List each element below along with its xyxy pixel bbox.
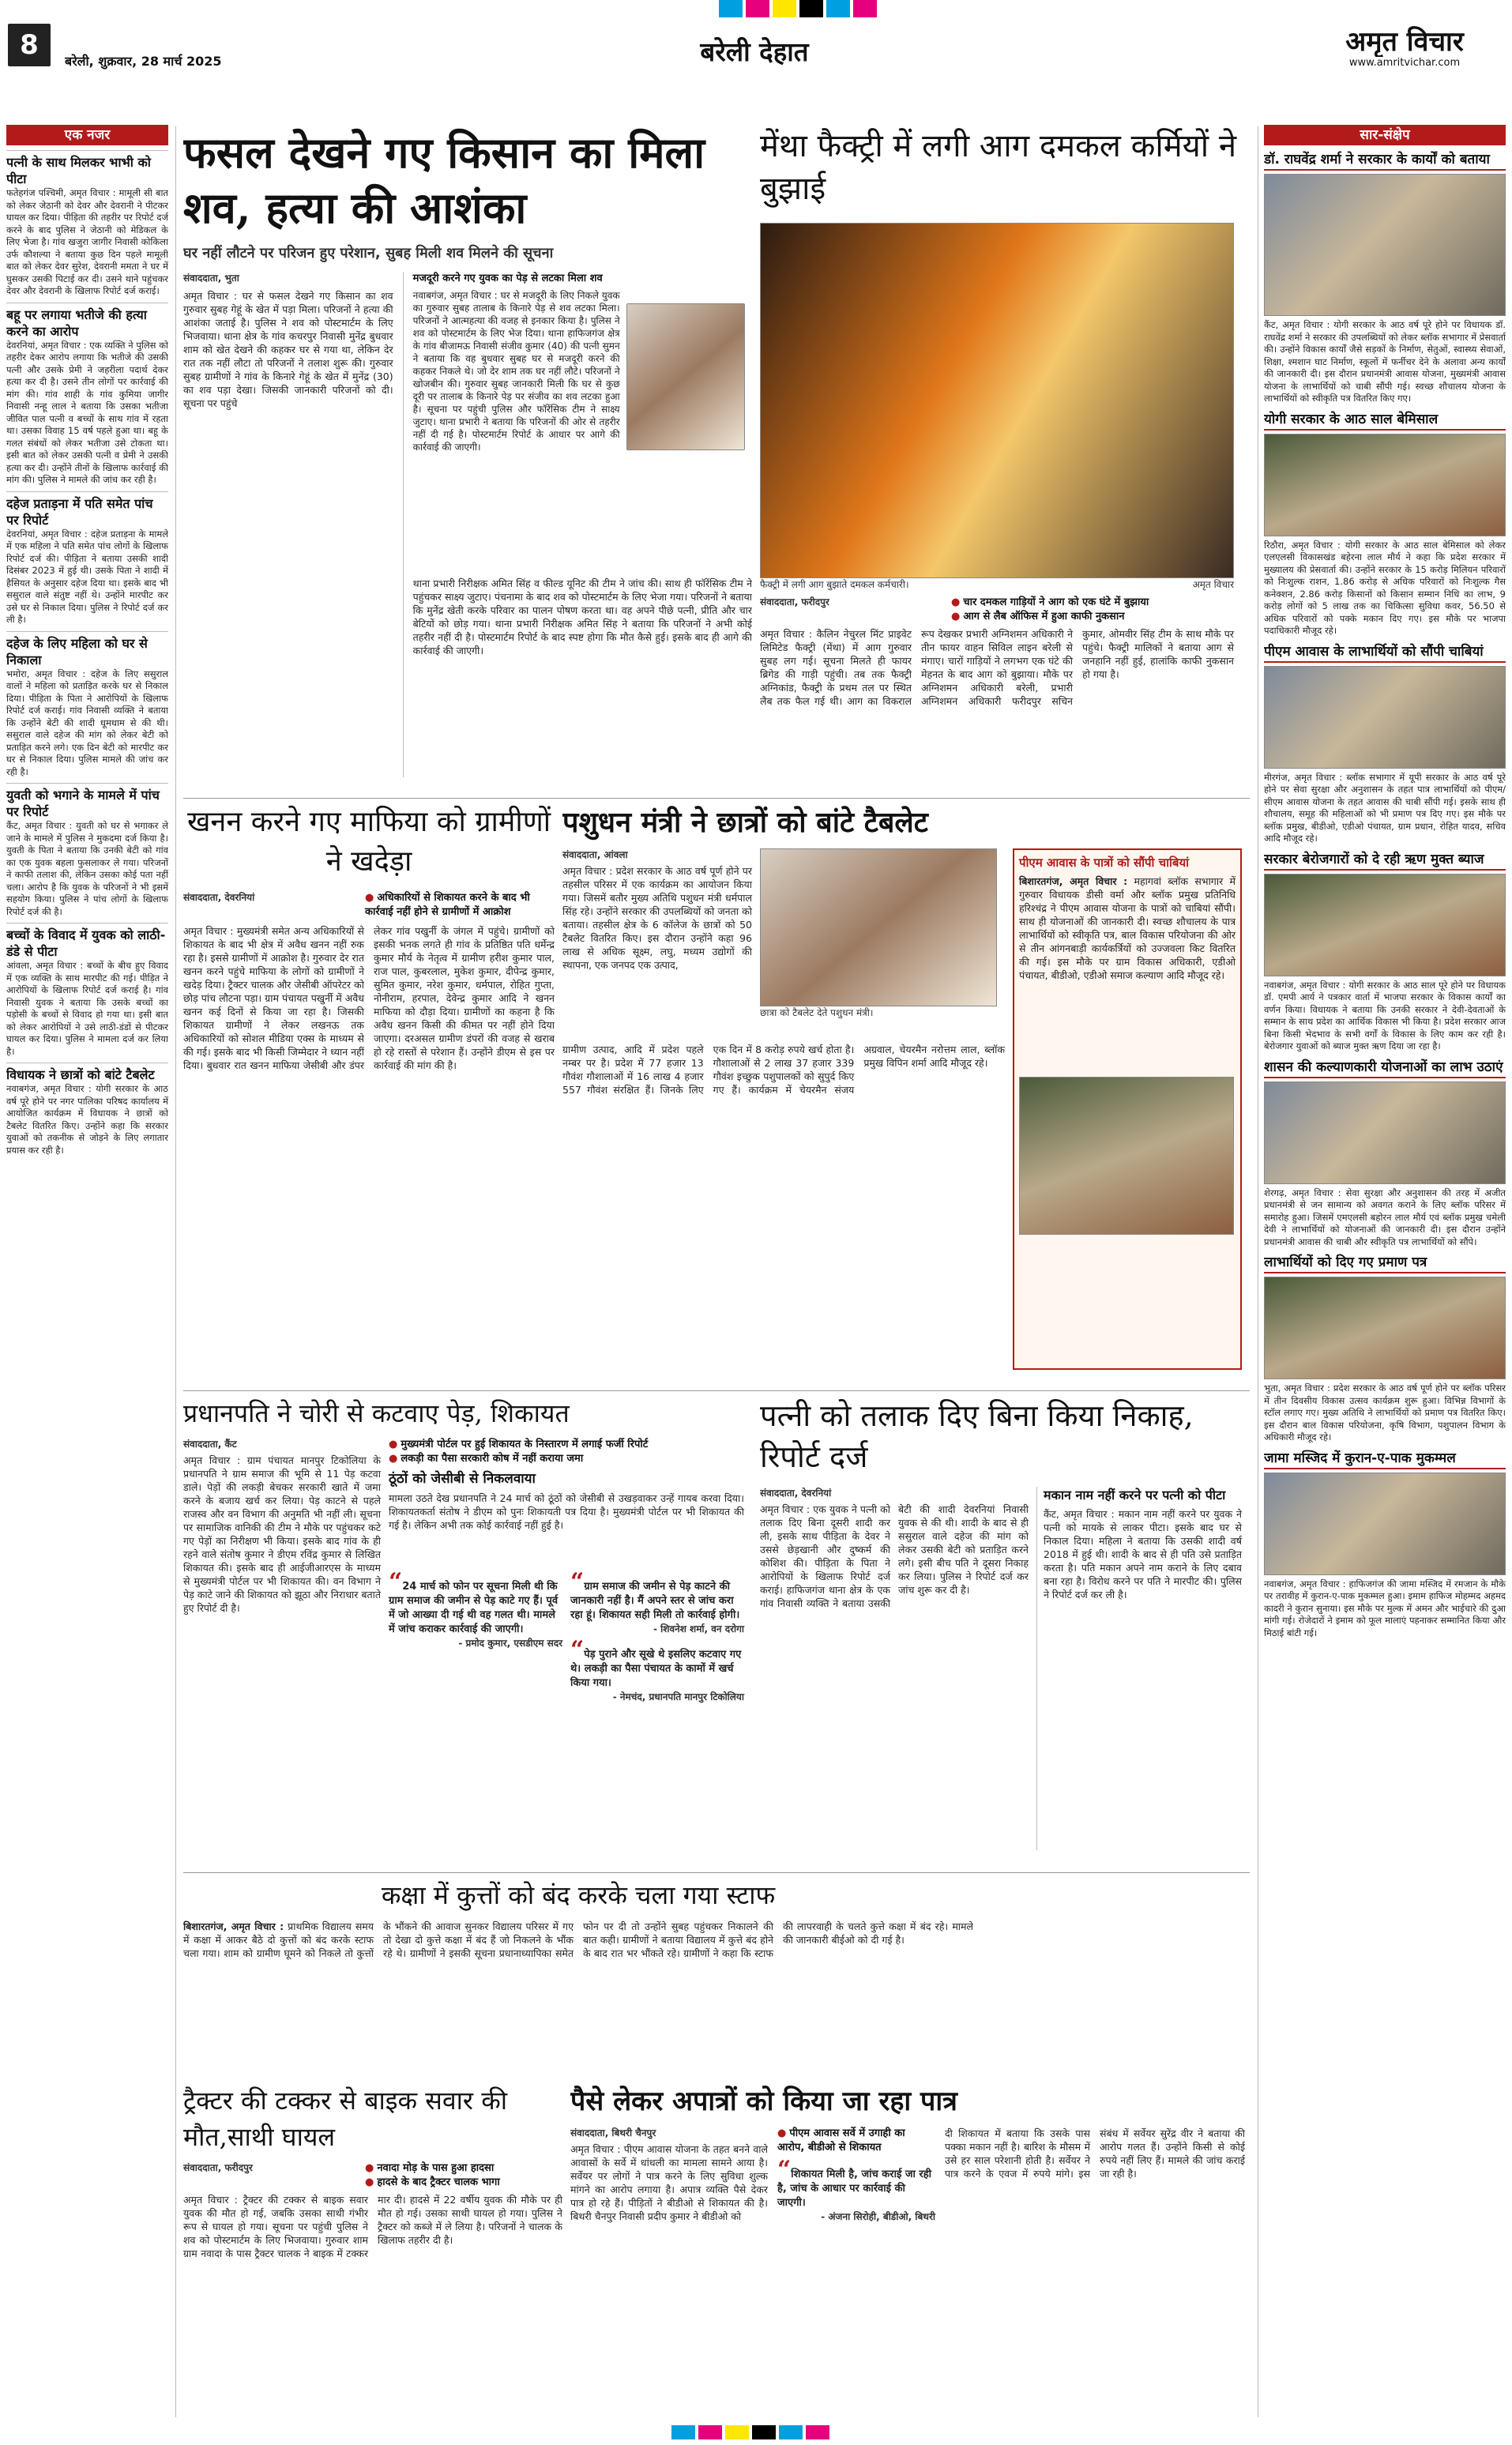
bullet-text: पीएम आवास सर्वे में उगाही का आरोप, बीडीओ से शिकायत — [777, 2127, 905, 2153]
section-rule-3 — [183, 1872, 1250, 1873]
mining-dateline: संवाददाता, देवरनियां — [183, 892, 255, 903]
mining-body: अमृत विचार : मुख्यमंत्री समेत अन्य अधिकारियों से शिकायत के बाद भी क्षेत्र में अवैध खनन नहीं रुक रहा है। इससे ग्रामीणों में आक्रोश है। गुरुवार देर रात खनन करने पहुंचे माफिया के लोगों को ग्रामीणों ने खदेड़ दिया। ट्रैक्टर चालक और जेसीबी ऑपरेटर को छोड़ पांच लौटना पड़ा। ग्राम पंचायत पखुर्नी में अवैध खनन कई दिनों से किया जा रहा है। जिसकी शिकायत ग्रामीणों ने लेकर लखनऊ तक अधिकारियों को सोशल मीडिया एक्स के माध्यम से की गई। इसके बाद भी किसी जिम्मेदार ने ध्यान नहीं दिया। बुधवार रात खनन माफिया जेसीबी और डंपर लेकर गांव पखुर्नी के जंगल में पहुंचे। ग्रामीणों को इसकी भनक लगते ही गांव के प्रतिष्ठित पति धर्मेन्द्र कुमार मौर्य के नेतृत्व में ग्रामीण हरीश कुमार पाल, राज पाल, कुबरलाल, मुकेश कुमार, दीपेन्द्र कुमार, सुमित कुमार, नरेश कुमार, धर्मपाल, रोहित गुप्ता, नोनीराम, हरपाल, देवेन्द्र कुमार आदि ने खनन माफिया को दौड़ा दिया। ग्रामीणों का कहना है कि अवैध खनन किसी की कीमत पर नहीं होने दिया जाएगा। दरअसल ग्रामीण डंपरों की वजह से खराब हो रहे रास्तों से परेशान हैं। उन्होंने डीएम से इस पर कार्रवाई की मांग की है। — [183, 925, 555, 1071]
makan-body: कैंट, अमृत विचार : मकान नाम नहीं करने पर युवक ने पत्नी को मायके से लाकर पीटा। इसके बाद घर से निकाल दिया। महिला ने बताया कि उसकी शादी वर्ष 2018 में हुई थी। शादी के बाद से ही पति उसे प्रताड़ित करता है। पति मकान अपने नाम कराने के लिए दबाव बना रहा है। विरोध करने पर पति ने मारपीट की। पुलिस ने रिपोर्ट दर्ज कर ली है। — [1044, 1508, 1242, 1601]
bullet-icon: ● — [365, 2176, 374, 2188]
quote-sdm: “24 मार्च को फोन पर सूचना मिली थी कि ग्राम समाज की जमीन से पेड़ काटे गए हैं। पूर्व में जो आख्या दी गई थी वह गलत थी। मामले में जांच कराकर कार्रवाई की जाएगी। — [389, 1568, 559, 1635]
quote-pradhan-by: - नेमचंद, प्रधानपति मानपुर टिकोलिया — [612, 1691, 744, 1702]
ineligible-dateline: संवाददाता, बिथरी चैनपुर — [570, 2127, 656, 2138]
brief-photo — [1264, 666, 1506, 769]
awas-dateline: बिशारतगंज, अमृत विचार : — [1019, 875, 1128, 887]
tractor-body: अमृत विचार : ट्रैक्टर की टक्कर से बाइक सवार युवक की मौत हो गई, जबकि उसका साथी गंभीर रूप से घायल हो गया। सूचना पर पहुंची पुलिस ने शव को पोस्टमार्टम के लिए भिजवाया। गुरुवार शाम ग्राम नवादा के पास ट्रैक्टर चालक ने बाइक में टक्कर मार दी। हादसे में 22 वर्षीय युवक की मौके पर ही मौत हो गई। उसका साथी घायल हो गया। पुलिस ने ट्रैक्टर को कब्जे में ले लिया है। परिजनों ने चालक के खिलाफ तहरीर दी है। — [183, 2194, 562, 2259]
jcb-subhead: ठूंठों को जेसीबी से निकलवाया — [389, 1471, 536, 1487]
left-brief-body: देवरनियां, अमृत विचार : दहेज प्रताड़ना के मामले में एक महिला ने पति समेत पांच लोगों के खिलाफ रिपोर्ट दर्ज की। पीड़िता ने बताया उसकी शादी दिसंबर 2023 में हुई थी। उसके पिता ने शादी में हैसियत के अनुसार दहेज दिया था। इसके बाद भी ससुराल वाले संतुष्ट नहीं थे। उन्होंने मारपीट कर उसे घर से निकाल दिया। पुलिस ने रिपोर्ट दर्ज कर ली है। — [6, 528, 168, 625]
right-brief-headline: योगी सरकार के आठ साल बेमिसाल — [1264, 410, 1506, 431]
bullet-text: अधिकारियों से शिकायत करने के बाद भी कार्रवाई नहीं होने से ग्रामीणों में आक्रोश — [365, 892, 530, 918]
bullet-icon: ● — [777, 2127, 787, 2139]
left-brief-body: आंवला, अमृत विचार : बच्चों के बीच हुए विवाद में एक व्यक्ति के साथ मारपीट की गई। पीड़ित ने आरोपियों के खिलाफ रिपोर्ट दर्ज कराई है। गांव निवासी युवक ने बताया कि उसके बच्चों का पड़ोसी के बच्चों से विवाद हो गया था। इसी बात को लेकर आरोपियों ने उसे लाठी-डंडों से पीटकर घायल कर दिया। पुलिस ने मामला दर्ज कर लिया है। — [6, 960, 168, 1057]
tablet-dateline: संवाददाता, आंवला — [562, 849, 628, 860]
brief-photo — [1264, 434, 1506, 536]
bullet-item — [365, 2161, 555, 2176]
bullet-text: नवादा मोड़ के पास हुआ हादसा — [377, 2162, 495, 2174]
right-brief-headline: डॉ. राघवेंद्र शर्मा ने सरकार के कार्यों को बताया — [1264, 150, 1506, 171]
tablet-photo — [760, 848, 997, 1006]
tablet-caption: छात्रा को टैबलेट देते पशुधन मंत्री। — [760, 1007, 874, 1018]
bullet-item — [365, 2176, 555, 2190]
left-brief-headline: पत्नी के साथ मिलकर भाभी को पीटा — [6, 150, 168, 187]
fire-caption: फैक्ट्री में लगी आग बुझाते दमकल कर्मचारी। — [760, 579, 909, 590]
bullet-item — [951, 596, 1236, 610]
bullet-text: लकड़ी का पैसा सरकारी कोष में नहीं कराया जमा — [401, 1453, 584, 1465]
tablet-body-1: अमृत विचार : प्रदेश सरकार के आठ वर्ष पूर्ण होने पर तहसील परिसर में एक कार्यक्रम का आयोजन किया गया। जिसमें बतौर मुख्य अतिथि पशुधन मंत्री धर्मपाल सिंह रहे। उन्होंने सरकार की उपलब्धियों को जनता को बताया। तहसील क्षेत्र के 6 कॉलेज के छात्रों को 50 टैबलेट वितरित किए। इस दौरान उन्होंने कहा 96 लाख से अधिक सूक्ष्म, लघु, मध्यम उद्योगों की स्थापना, एक जनपद एक उत्पाद, — [562, 865, 752, 971]
dogs-headline: कक्षा में कुत्तों को बंद करके चला गया स्टाफ — [381, 1880, 776, 1910]
section-name: बरेली देहात — [700, 36, 809, 67]
right-brief-body: नवाबगंज, अमृत विचार : योगी सरकार के आठ साल पूरे होने पर विधायक डॉ. एमपी आर्य ने पत्रकार वार्ता में भाजपा सरकार के विकास कार्यों का वर्णन किया। विधायक ने बताया कि उनकी सरकार ने देवी-देवताओं के सम्मान के साथ प्रदेश का आर्थिक विकास भी किया है। प्रदेश सरकार आज बिना किसी भेदभाव के सभी वर्गों के विकास के लिए काम कर रही है। बेरोजगार युवाओं को ब्याज मुक्त ऋण दिया जा रहा है। — [1264, 979, 1506, 1051]
right-brief-body: नवाबगंज, अमृत विचार : हाफिजगंज की जामा मस्जिद में रमजान के मौके पर तरावीह में कुरान-ए-पाक मुकम्मल हुआ। इमाम हाफिज मोहम्मद अहमद कादरी ने कुरान सुनाया। इस मौके पर मुल्क में अमन और भाईचारे की दुआ मांगी गई। रोजेदारों ने इमाम को फूल मालाएं पहनाकर सम्मानित किया और मिठाई बांटी गई। — [1264, 1578, 1506, 1638]
lead-strap: घर नहीं लौटने पर परिजन हुए परेशान, सुबह मिली शव मिलने की सूचना — [183, 245, 554, 261]
hanging-headline: मजदूरी करने गए युवक का पेड़ से लटका मिला शव — [412, 273, 603, 284]
right-brief-body: रिठौरा, अमृत विचार : योगी सरकार के आठ साल बेमिसाल को लेकर एलएलसी विकासखंड बहेरना लाल मौर्य ने कहा कि प्रदेश सरकार में मुख्यालय की प्रेसवार्ता की। उन्होंने सरकार के 15 करोड़ मिलियन परिवारों को निःशुल्क राशन, 1.86 करोड़ से अधिक परिवारों को निःशुल्क गैस कनेक्शन, 2.86 करोड़ किसानों को किसान सम्मान निधि का लाभ, 9 करोड़ लोगों को 5 लाख तक का चिकित्सा सुविधा कवर, 56.50 से अधिक परिवारों को पक्के मकान दिए गए। इस मौके पर भाजपा पदाधिकारी मौजूद रहे। — [1264, 539, 1506, 636]
bullet-icon: ● — [389, 1453, 398, 1465]
left-brief-headline: बच्चों के विवाद में युवक को लाठी-डंडे से पीटा — [6, 923, 168, 960]
bullet-item — [951, 610, 1236, 624]
hanging-body: नवाबगंज, अमृत विचार : घर से मजदूरी के लिए निकले युवक का गुरुवार सुबह तालाब के किनारे पेड़ से शव लटका मिला। परिजनों ने आत्महत्या की वजह से इनकार किया है। पुलिस ने शव को पोस्टमार्टम के लिए भेज दिया। थाना हाफिजगंज क्षेत्र के गांव बीजामऊ निवासी संजीव कुमार (40) की पत्नी सुमन ने बताया कि वह बुधवार सुबह घर से मजदूरी करने की कहकर निकले थे। जो देर शाम तक घर नहीं लौटे। परिजनों ने खोजबीन की। गुरुवार सुबह जानकारी मिली कि घर से कुछ दूरी पर तालाब के किनारे पेड़ पर संजीव का शव लटका हुआ है। सूचना पर पहुंची पुलिस और फॉरेंसिक टीम ने साक्ष्य जुटाए। थाना प्रभारी ने बताया कि परिजनों की ओर से तहरीर नहीं दी गई है। पोस्टमार्टम रिपोर्ट के आधार पर आगे की कार्रवाई की जाएगी। — [412, 290, 620, 453]
tractor-story — [183, 2082, 562, 2422]
section-rule-1 — [183, 798, 1250, 799]
right-brief-list — [1264, 150, 1506, 1639]
brief-photo — [1264, 874, 1506, 976]
talaq-headline: पत्नी को तलाक दिए बिना किया निकाह, रिपोर्ट दर्ज — [760, 1398, 1194, 1474]
right-brief-headline: सरकार बेरोजगारों को दे रही ऋण मुक्त ब्याज — [1264, 850, 1506, 871]
mentha-story — [760, 125, 1250, 796]
talaq-story — [760, 1395, 1250, 1869]
registration-marks — [711, 0, 885, 17]
left-brief-body: नवाबगंज, अमृत विचार : योगी सरकार के आठ वर्ष पूरे होने पर नगर पालिका परिषद कार्यालय में आयोजित कार्यक्रम में विधायक ने छात्रों को टैबलेट वितरित किए। उन्होंने कहा कि सरकार युवाओं को तकनीक से जोड़ने के लिए लगातार प्रयास कर रही है। — [6, 1083, 168, 1156]
talaq-body: अमृत विचार : एक युवक ने पत्नी को तलाक दिए बिना दूसरी शादी कर ली, इसके साथ पीड़िता के देवर ने उससे छेड़खानी और दुष्कर्म की कोशिश की। पीड़िता के पिता ने आरोपियों के खिलाफ रिपोर्ट दर्ज कराई। हाफिजगंज थाना क्षेत्र के एक गांव निवासी व्यक्ति ने बताया उसकी बेटी की शादी देवरनियां निवासी युवक से की थी। शादी के बाद से ही ससुराल वाले दहेज की मांग को लेकर उसकी बेटी को प्रताड़ित करने लगे। इसी बीच पति ने दूसरा निकाह कर लिया। पुलिस ने रिपोर्ट दर्ज कर जांच शुरू कर दी है। — [760, 1503, 1029, 1609]
tablet-story — [562, 803, 1250, 1387]
tractor-headline: ट्रैक्टर की टक्कर से बाइक सवार की मौत,साथी घायल — [183, 2086, 508, 2152]
lead-body-2: थाना प्रभारी निरीक्षक अमित सिंह व फील्ड यूनिट की टीम ने जांच की। साथ ही फॉरेंसिक टीम ने पहुंचकर साक्ष्य जुटाए। पंचनामा के बाद शव को पोस्टमार्टम के लिए भेजा गया। परिजनों ने बताया कि मुनेंद्र खेती करके परिवार का पालन पोषण करता था। वह अपने पीछे पत्नी, प्रीति और चार बेटियों को छोड़ गया। थाना प्रभारी निरीक्षक अमित सिंह ने बताया कि परिजनों ने अभी कोई तहरीर नहीं दी है। पोस्टमार्टम रिपोर्ट के बाद स्पष्ट होगा कि मौत कैसे हुई। इसके बाद ही आगे की कार्रवाई की जाएगी। — [412, 577, 752, 656]
quote-sdm-by: - प्रमोद कुमार, एसडीएम सदर — [458, 1638, 562, 1649]
bullet-icon: ● — [951, 611, 961, 623]
mentha-bullets — [951, 596, 1236, 624]
page-date: बरेली, शुक्रवार, 28 मार्च 2025 — [65, 54, 222, 69]
bottom-registration-marks — [648, 2425, 853, 2443]
ineligible-body-1: अमृत विचार : पीएम आवास योजना के तहत बनने वाले आवासों के सर्वे में धांधली का मामला सामने आया है। सर्वेयर पर लोगों ने पात्र करने के लिए सुविधा शुल्क मांगने का आरोप लगाया है। अपात्र व्यक्ति पैसे देकर पात्र हो रहे हैं। पीड़ितों ने बीडीओ से शिकायत की है। बिथरी चैनपुर निवासी प्रदीप कुमार ने बीडीओ को — [570, 2143, 768, 2222]
jcb-body: मामला उठते देख प्रधानपति ने 24 मार्च को ठूंठों को जेसीबी से उखड़वाकर उन्हें गायब करवा दिया। शिकायतकर्ता संतोष ने डीएम को पुनः शिकायती पत्र दिया है। मुख्यमंत्री पोर्टल पर भी शिकायत की गई है। लेकिन अभी तक कोई कार्रवाई नहीं हुई है। — [389, 1492, 744, 1531]
fire-credit: अमृत विचार — [1192, 579, 1234, 590]
right-brief-body: मीरगंज, अमृत विचार : ब्लॉक सभागार में यूपी सरकार के आठ वर्ष पूरे होने पर सेवा सुरक्षा और अनुशासन के तहत पात्र लाभार्थियों को पीएम/सीएम आवास योजना के तहत आवास की चाबी सौंपी गई। इसके साथ ही शौचालय, समूह की महिलाओं को भी प्रमाण पत्र दिए गए। इस मौके पर ब्लॉक प्रमुख, बीडीओ, एडीओ पंचायत, ग्राम प्रधान, रोहित यादव, सचिव आदि मौजूद रहे। — [1264, 771, 1506, 844]
lead-headline: फसल देखने गए किसान का मिला शव, हत्या की आशंका — [183, 127, 705, 233]
right-brief-body: कैंट, अमृत विचार : योगी सरकार के आठ वर्ष पूरे होने पर विधायक डॉ. राघवेंद्र शर्मा ने सरकार की उपलब्धियों को लेकर ब्लॉक सभागार में प्रेसवार्ता की। उन्होंने विकास कार्यों जैसे सड़कों के निर्माण, सेतुओं, स्वास्थ्य सेवाओं, शिक्षा, श्मशान घाट निर्माण, स्कूलों में फर्नीचर देने के अलावा अन्य कार्यों की जानकारी दी। इस दौरान प्रधानमंत्री आवास योजना, मुख्यमंत्री आवास योजना के लाभार्थियों को चाबी सौंपी गई। स्वच्छ शौचालय योजना के लाभार्थियों को स्वीकृति पत्र वितरित किए गए। — [1264, 319, 1506, 404]
dogs-body: बिशारतगंज, अमृत विचार : प्राथमिक विद्यालय समय में कक्षा में आकर बैठे दो कुत्तों को बंद करके स्टाफ चला गया। शाम को ग्रामीण घूमने को निकले तो कुत्तों के भौंकने की आवाज सुनकर विद्यालय परिसर में गए तो देखा दो कुत्ते कक्षा में बंद हैं जो निकलने के भौंक रहे थे। ग्रामीणों ने इसकी सूचना प्रधानाध्यापिका समेत फोन पर दी तो उन्होंने सुबह पहुंचकर निकालने की बात कही। ग्रामीणों ने बताया विद्यालय में कुत्ते बंद होने के बाद रात भर भौंकते रहे। ग्रामीणों ने कहा कि स्टाफ की लापरवाही के चलते कुत्ते कक्षा में बंद रहे। मामले की जानकारी बीईओ को दी गई है। — [183, 1920, 973, 1959]
left-brief-headline: बहू पर लगाया भतीजे की हत्या करने का आरोप — [6, 303, 168, 340]
quote-bdo: “शिकायत मिली है, जांच कराई जा रही है, जांच के आधार पर कार्रवाई की जाएगी। — [777, 2156, 932, 2209]
bullet-text: मुख्यमंत्री पोर्टल पर हुई शिकायत के निस्तारण में लगाई फर्जी रिपोर्ट — [401, 1439, 649, 1450]
left-brief-headline: विधायक ने छात्रों को बांटे टैबलेट — [6, 1063, 168, 1083]
tractor-bullets — [365, 2161, 555, 2190]
brief-photo — [1264, 1473, 1506, 1575]
brief-photo — [1264, 1081, 1506, 1184]
right-brief-headline: जामा मस्जिद में कुरान-ए-पाक मुकम्मल — [1264, 1449, 1506, 1469]
right-brief-headline: लाभार्थियों को दिए गए प्रमाण पत्र — [1264, 1253, 1506, 1273]
bullet-text: हादसे के बाद ट्रैक्टर चालक भागा — [377, 2176, 500, 2188]
lead-dateline: संवाददाता, भुता — [183, 273, 239, 284]
awas-photo — [1019, 1077, 1234, 1235]
left-brief-headline: दहेज प्रताड़ना में पति समेत पांच पर रिपोर्ट — [6, 491, 168, 528]
brief-photo — [1264, 174, 1506, 316]
mining-bullets — [365, 891, 547, 920]
pradhan-headline: प्रधानपति ने चोरी से कटवाए पेड़, शिकायत — [183, 1398, 570, 1428]
victim-photo — [626, 303, 745, 450]
brand-url: www.amritvichar.com — [1348, 57, 1461, 69]
quote-pradhan: “पेड़ पुराने और सूखे थे इसलिए कटवाए गए थे। लकड़ी का पैसा पंचायत के कामों में खर्च किया गया। — [570, 1636, 742, 1689]
pradhan-dateline: संवाददाता, कैंट — [183, 1439, 237, 1450]
left-brief-column — [6, 125, 168, 2424]
bullet-icon: ● — [951, 596, 961, 608]
right-brief-column — [1264, 125, 1506, 2424]
bullet-item — [777, 2127, 935, 2155]
awas-headline: पीएम आवास के पात्रों को सौंपी चाबियां — [1019, 856, 1190, 870]
ineligible-bullets — [777, 2127, 935, 2155]
left-brief-list — [6, 150, 168, 1157]
section-rule-2 — [183, 1390, 1250, 1391]
right-brief-headline: पीएम आवास के लाभार्थियों को सौंपी चाबियां — [1264, 642, 1506, 663]
left-brief-body: फतेहगंज पश्चिमी, अमृत विचार : मामूली सी बात को लेकर जेठानी को देवर और देवरानी ने पीटकर घायल कर दिया। पीड़िता की तहरीर पर रिपोर्ट दर्ज करने के बाद पुलिस ने जेठानी को मेडिकल के लिए भेजा है। गांव खजुरा जागीर निवासी कोकिला उर्फ कौशल्या ने बताया कुछ दिन पहले मामूली बात को लेकर देवर सुरेश, देवरानी ममता ने घर में घुसकर उसकी पिटाई कर दी। उसने थाने पहुंचकर देवर और देवरानी के खिलाफ रिपोर्ट दर्ज कराई। — [6, 187, 168, 296]
jcb-bullets — [389, 1438, 744, 1466]
bullet-item — [389, 1452, 744, 1466]
left-brief-headline: दहेज के लिए महिला को घर से निकाला — [6, 631, 168, 668]
right-brief-headline: शासन की कल्याणकारी योजनाओं का लाभ उठाएं — [1264, 1058, 1506, 1078]
tablet-headline: पशुधन मंत्री ने छात्रों को बांटे टैबलेट — [562, 806, 928, 839]
bullet-text: आग से लैब ऑफिस में हुआ काफी नुकसान — [963, 611, 1125, 623]
bullet-text: चार दमकल गाड़ियों ने आग को एक घंटे में बुझाया — [963, 596, 1149, 608]
mentha-body: अमृत विचार : कैलिन नेचुरल मिंट प्राइवेट लिमिटेड फैक्ट्री (मेंथा) में आग गुरुवार सुबह लग गई। सूचना मिलते ही फायर ब्रिगेड की गाड़ी पहुंची। तब तक फैक्ट्री अग्निकांड, फैक्ट्री के प्रथम तल पर स्थित लैब तक फैल गई थी। आग का विकराल रूप देखकर प्रभारी अग्निशमन अधिकारी ने तीन फायर वाहन सिविल लाइन बरेली से मंगाए। चारों गाड़ियों ने लगभग एक घंटे की मेहनत के बाद आग को बुझाया। मौके पर अग्निशमन अधिकारी बरेली, प्रभारी अग्निशमन अधिकारी फरीदपुर सचिन कुमार, ओमवीर सिंह टीम के साथ मौके पर पहुंचे। फैक्ट्री मालिकों ने बताया आग से जनहानि नहीं हुई, हालांकि काफी नुकसान हो गया है। — [760, 628, 1234, 707]
tablet-body-2: ग्रामीण उत्पाद, आदि में प्रदेश पहले नम्बर पर है। प्रदेश में 77 हजार 13 गौवंश गौशालाओं में 16 लाख 4 हजार 557 गौवंश संरक्षित हैं। जिनके लिए एक दिन में 8 करोड़ रुपये खर्च होता है। गौशालाओं से 2 लाख 37 हजार 339 गौवंश इच्छुक पशुपालकों को सुपुर्द किए गए हैं। कार्यक्रम में चेयरमैन संजय अग्रवाल, चेयरमैन नरोत्तम लाल, ब्लॉक प्रमुख विपिन शर्मा आदि मौजूद रहे। — [562, 1044, 1005, 1096]
mining-headline: खनन करने गए माफिया को ग्रामीणों ने खदेड़ा — [186, 806, 551, 878]
makan-headline: मकान नाम नहीं करने पर पत्नी को पीटा — [1044, 1488, 1226, 1503]
bullet-icon: ● — [389, 1439, 398, 1450]
left-brief-headline: युवती को भगाने के मामले में पांच पर रिपोर्ट — [6, 783, 168, 820]
page-number: 8 — [8, 24, 51, 66]
left-brief-body: भमोरा, अमृत विचार : दहेज के लिए ससुराल वालों ने महिला को प्रताड़ित करके घर से निकाल दिया। पीड़िता के पिता ने आरोपियों के खिलाफ रिपोर्ट दर्ज कराई। गांव निवासी व्यक्ति ने बताया कि उन्होंने बेटी की शादी धूमधाम से की थी। ससुराल वाले दहेज की मांग को लेकर बेटी को प्रताड़ित करने लगे। एक दिन बेटी को मारपीट कर घर से निकाल दिया। पुलिस मामले की जांच कर रही है। — [6, 668, 168, 777]
quote-bdo-by: - अंजना सिरोही, बीडीओ, बिथरी — [821, 2211, 935, 2222]
ineligible-story — [570, 2082, 1250, 2422]
pradhan-story — [183, 1395, 752, 1869]
fire-photo — [760, 223, 1234, 578]
lead-body-1: अमृत विचार : घर से फसल देखने गए किसान का शव गुरुवार सुबह गेहूं के खेत में पड़ा मिला। परिजनों ने हत्या की आशंका जताई है। पुलिस ने शव को पोस्टमार्टम के लिए भिजवाया। थाना क्षेत्र के गांव कचरपुर निवासी मुनेंद्र बुधवार शाम को खेत देखने की कहकर घर से गया था, लेकिन देर रात तक नहीं लौटा तो परिजनों ने तलाश शुरू की। गुरुवार सुबह ग्रामीणों ने गांव के किनारे गेहूं के खेत में मुनेंद्र (30) का शव पड़ा देखा। जिसकी जानकारी परिजनों को दी। सूचना पर पहुंचे — [183, 290, 393, 409]
dogs-story — [183, 1877, 973, 2074]
right-brief-body: शेरगढ़, अमृत विचार : सेवा सुरक्षा और अनुशासन की तरह में अजीत प्रधानमंत्री से जन सामान्य को अवगत कराने के लिए ब्लॉक परिसर में समारोह हुआ। जिसमें एमएलसी बहोरन लाल मौर्य एवं ब्लॉक प्रमुख चमेली देवी ने लाभार्थियों को योजनाओं की जानकारी दी। इस दौरान उन्होंने प्रधानमंत्री आवास की चाबी और स्वीकृति पत्र लाभार्थियों को सौंपे। — [1264, 1187, 1506, 1247]
left-brief-body: कैंट, अमृत विचार : युवती को घर से भगाकर ले जाने के मामले में पुलिस ने मुकदमा दर्ज किया है। युवती के पिता ने बताया कि उनकी बेटी को गांव का एक युवक बहला फुसलाकर ले गया। परिजनों ने काफी तलाश की, लेकिन उसका कोई पता नहीं चला। आरोप है कि युवक के परिजनों ने भी इसमें सहयोग किया। पुलिस ने पांच लोगों के खिलाफ रिपोर्ट दर्ज की है। — [6, 820, 168, 917]
mining-story — [183, 803, 555, 1387]
right-band-title: सार-संक्षेप — [1264, 125, 1506, 145]
ineligible-body-2: दी शिकायत में बताया कि उसके पास पक्का मकान नहीं है। बारिश के मौसम में उसे हर साल परेशानी होती है। सर्वेयर ने पात्र करने के एवज में रुपये मांगे। इस संबंध में सर्वेयर सुरेंद्र वीर ने बताया की आरोप गलत हैं। उन्होंने किसी से कोई रुपये नहीं लिए हैं। मामले की जांच कराई जा रही है। — [945, 2127, 1245, 2180]
brief-photo — [1264, 1277, 1506, 1379]
column-divider — [175, 126, 176, 2417]
tractor-dateline: संवाददाता, फरीदपुर — [183, 2162, 253, 2173]
mentha-headline: मेंथा फैक्ट्री में लगी आग दमकल कर्मियों ने बुझाई — [760, 128, 1237, 207]
bullet-item — [365, 891, 547, 920]
bullet-icon: ● — [365, 2162, 374, 2174]
left-brief-body: देवरनियां, अमृत विचार : एक व्यक्ति ने पुलिस को तहरीर देकर आरोप लगाया कि भतीजे की उसकी पत्नी और उसके प्रेमी ने जहरीला पदार्थ देकर हत्या कर दी है। उसने तीन लोगों पर कार्रवाई की मांग की। गांव शाही के गांव कुमिया जागीर निवासी नन्हू लाल ने बताया कि उसका भतीजा जीवित पाल पत्नी व बच्चों के साथ गांव में रहता था। उसका विवाह 15 वर्ष पहले हुआ था। बहू के गलत संबंधों को लेकर भतीजा उसे टोकता था। इसी बात को लेकर उसकी पत्नी व प्रेमी ने उसकी हत्या कर दी। उन्होंने तीनों के खिलाफ कार्रवाई की मांग की। पुलिस ने मामले की जांच कर रही है। — [6, 339, 168, 485]
bullet-item — [389, 1438, 744, 1452]
awas-body — [1019, 875, 1236, 1072]
right-brief-body: भुता, अमृत विचार : प्रदेश सरकार के आठ वर्ष पूर्ण होने पर ब्लॉक परिसर में तीन दिवसीय विकास उत्सव कार्यक्रम शुरू हुआ। विभिन्न विभागों के स्टॉल लगाए गए। मुख्य अतिथि ने लाभार्थियों को प्रमाण पत्र वितरित किए। इस दौरान बाल विकास परियोजना, कृषि विभाग, पशुपालन विभाग के अधिकारी मौजूद रहे। — [1264, 1382, 1506, 1443]
awas-text: महागवां ब्लॉक सभागार में गुरुवार विधायक डीसी वर्मा और ब्लॉक प्रमुख प्रतिनिधि हरिश्चंद्र ने पीएम आवास योजना के पात्रों को चाबियां सौंपी। साथ ही योजनाओं की जानकारी दी। स्वच्छ शौचालय के पात्र लाभार्थियों को स्वीकृति पत्र, बाल विकास परियोजना की ओर से तीन आंगनबाड़ी कार्यकर्त्रियों को उज्जवला किट वितरित की गई। इस मौके पर ग्राम विकास अधिकारी, एडीओ पंचायत, बीडीओ, एडीओ समाज कल्याण आदि मौजूद रहे। — [1019, 875, 1236, 981]
left-band-title: एक नजर — [6, 125, 168, 145]
pradhan-body: अमृत विचार : ग्राम पंचायत मानपुर टिकोलिया के प्रधानपति ने ग्राम समाज की भूमि से 11 पेड़ कटवा डाले। पेड़ों की लकड़ी बेचकर सरकारी खाते में जमा करने के बजाय खर्च कर लिया। पेड़ काटने से पहले राजस्व और वन विभाग की अनुमति भी नहीं ली। सूचना पर सामाजिक वानिकी की टीम ने मौके पर पहुंचकर कटे गए पेड़ों का निरीक्षण भी किया। इसके बाद गांव के ही रहने वाले संतोष कुमार ने डीएम रविंद्र कुमार से लिखित शिकायत की। इसके बाद ही आईजीआरएस के माध्यम से मुख्यमंत्री पोर्टल पर भी शिकायत की। वन विभाग ने पेड़ काटे जाने की शिकायत को झूठा और निराधार बताते हुए रिपोर्ट दी है। — [183, 1454, 381, 1614]
mentha-dateline: संवाददाता, फरीदपुर — [760, 596, 829, 607]
masthead — [0, 0, 1512, 73]
lead-story — [183, 125, 752, 796]
bullet-icon: ● — [365, 892, 374, 904]
quote-forest-by: - शिवनेश शर्मा, वन दरोगा — [653, 1623, 744, 1634]
brand-logo: अमृत विचार — [1345, 26, 1464, 57]
ineligible-headline: पैसे लेकर अपात्रों को किया जा रहा पात्र — [570, 2086, 957, 2117]
quote-forest: “ग्राम समाज की जमीन से पेड़ काटने की जानकारी नहीं है। मैं अपने स्तर से जांच करा रहा हूं। शिकायत सही मिली तो कार्रवाई होगी। — [570, 1568, 740, 1621]
talaq-dateline: संवाददाता, देवरनियां — [760, 1488, 832, 1499]
